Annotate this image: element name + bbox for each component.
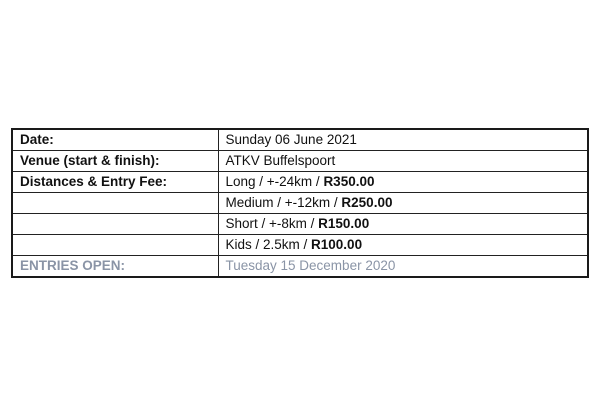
row-label: Venue (start & finish): [12,151,218,172]
value-text: Medium / +-12km / [225,195,342,210]
row-label: Distances & Entry Fee: [12,172,218,193]
row-value [218,256,588,278]
fee-text: R350.00 [323,174,375,189]
row-label [12,214,218,235]
value-text: ATKV Buffelspoort [225,153,336,168]
fee-text: R250.00 [341,195,393,210]
row-value [218,172,588,193]
row-label: ENTRIES OPEN: [12,256,218,278]
value-text: Sunday 06 June 2021 [225,132,357,147]
table-row-distance-short [12,214,588,235]
value-text: Tuesday 15 December 2020 [225,258,396,273]
table-row-venue [12,151,588,172]
row-value [218,193,588,214]
row-value [218,214,588,235]
row-value [218,151,588,172]
row-value [218,129,588,151]
fee-text: R150.00 [318,216,370,231]
value-text: Short / +-8km / [225,216,319,231]
table-row-date [12,129,588,151]
value-text: Kids / 2.5km / [225,237,312,252]
row-label [12,235,218,256]
table-row-distance-medium [12,193,588,214]
value-text: Long / +-24km / [225,174,324,189]
fee-text: R100.00 [311,237,363,252]
row-value [218,235,588,256]
row-label: Date: [12,129,218,151]
table-row-entries-open [12,256,588,278]
row-label [12,193,218,214]
event-info-table [11,128,589,278]
table-row-distance-long [12,172,588,193]
table-row-distance-kids [12,235,588,256]
